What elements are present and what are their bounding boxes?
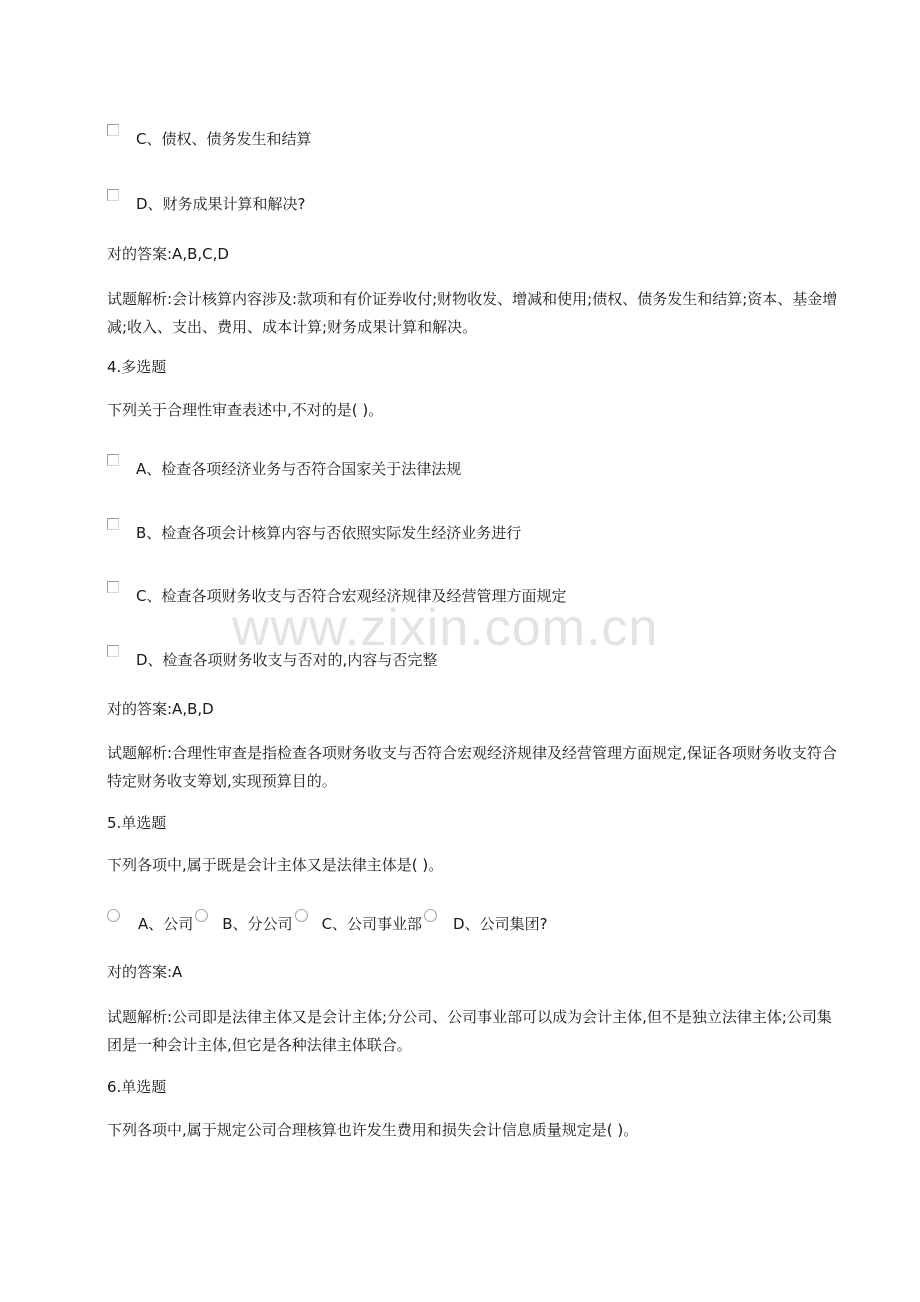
q4-option-d[interactable] [107,645,437,669]
q4-heading: 4.多选题 [107,358,167,376]
q5-question: 下列各项中,属于既是会计主体又是法律主体是( )。 [107,856,444,874]
radio-icon[interactable] [295,909,308,922]
checkbox-icon[interactable] [107,189,119,201]
checkbox-icon[interactable] [107,645,119,657]
q3-option-d[interactable] [107,189,306,213]
q5-analysis: 试题解析:公司即是法律主体又是会计主体;分公司、公司事业部可以成为会计主体,但不是独立法律主体;公司集团是一种会计主体,但它是各种法律主体联合。 [107,1008,832,1054]
q6-heading: 6.单选题 [107,1078,167,1096]
checkbox-icon[interactable] [107,518,119,530]
q3-option-c[interactable] [107,124,311,148]
q5-option-b-label[interactable]: B、分公司 [222,914,293,933]
q5-option-c-label[interactable]: C、公司事业部 [321,914,423,933]
q6-question: 下列各项中,属于规定公司合理核算也许发生费用和损失会计信息质量规定是( )。 [107,1121,639,1139]
q3-answer: 对的答案:A,B,C,D [107,245,229,263]
radio-icon[interactable] [195,909,208,922]
checkbox-icon[interactable] [107,454,119,466]
q4-option-c[interactable] [107,581,566,605]
q5-option-a-label[interactable]: A、公司 [138,914,194,933]
q5-heading: 5.单选题 [107,814,167,832]
checkbox-icon[interactable] [107,581,119,593]
q4-question: 下列关于合理性审查表述中,不对的是( )。 [107,401,384,419]
q4-option-c-label: C、检查各项财务收支与否符合宏观经济规律及经营管理方面规定 [136,586,567,605]
q3-analysis: 试题解析:会计核算内容涉及:款项和有价证券收付;财物收发、增减和使用;债权、债务发生和结算;资本、基金增减;收入、支出、费用、成本计算;财务成果计算和解决。 [107,290,838,336]
q5-option-d-label[interactable]: D、公司集团? [453,914,548,933]
q4-answer: 对的答案:A,B,D [107,700,214,718]
q4-option-a-label: A、检查各项经济业务与否符合国家关于法律法规 [136,459,462,478]
q4-option-b[interactable] [107,518,521,542]
radio-icon[interactable] [107,909,120,922]
checkbox-icon[interactable] [107,124,119,136]
q3-option-c-label: C、债权、债务发生和结算 [136,129,312,148]
watermark: www.zixin.com.cn [232,599,659,657]
q4-option-d-label: D、检查各项财务收支与否对的,内容与否完整 [136,650,438,669]
q3-option-d-label: D、财务成果计算和解决? [136,194,306,213]
q4-analysis: 试题解析:合理性审查是指检查各项财务收支与否符合宏观经济规律及经营管理方面规定,保证各项财务收支符合特定财务收支筹划,实现预算目的。 [107,744,837,790]
q4-option-b-label: B、检查各项会计核算内容与否依照实际发生经济业务进行 [136,523,522,542]
radio-icon[interactable] [424,909,437,922]
q5-answer: 对的答案:A [107,963,183,981]
q5-options [107,908,548,934]
q4-option-a[interactable] [107,454,461,478]
